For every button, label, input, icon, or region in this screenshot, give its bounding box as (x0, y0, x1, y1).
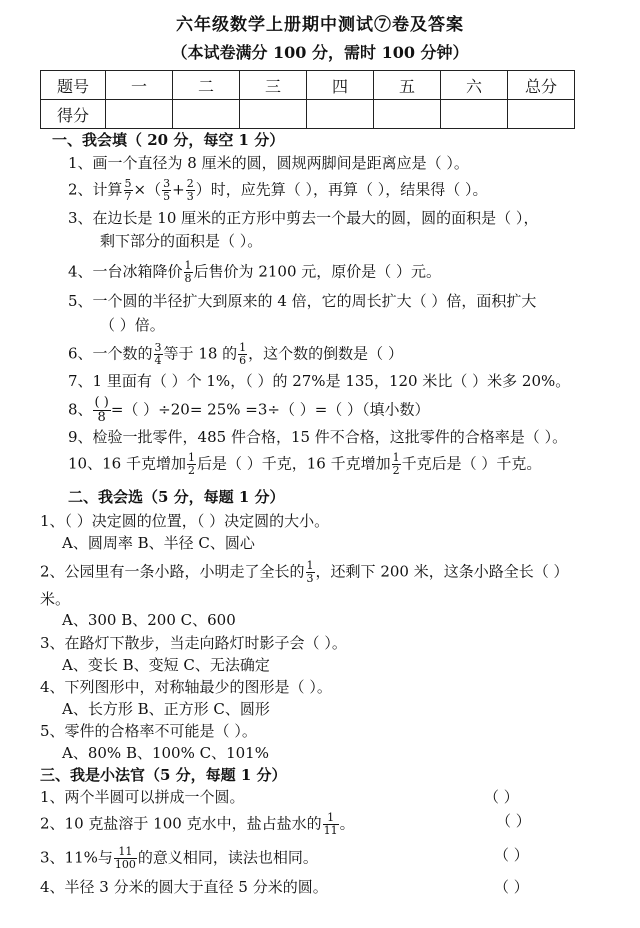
fraction-numerator: 1 (187, 451, 195, 464)
question-text: ）时，应先算（ ），再算（ ），结果得（ ）。 (195, 180, 488, 199)
fraction-denominator: 2 (392, 464, 400, 477)
fraction-numerator: 1 (184, 259, 192, 272)
score-table (40, 70, 575, 129)
score-header-cell: 三 (240, 71, 307, 100)
answer-blank[interactable]: （ ） (494, 878, 529, 896)
score-header-cell: 总分 (508, 71, 575, 100)
question-text: 7、1 里面有（ ）个 1%，（ ）的 27%是 135，120 米比（ ）米多 20%。 (68, 372, 571, 390)
question-text: 3、11%与 (40, 848, 113, 867)
question-text: 。 (339, 814, 355, 833)
fraction-numerator: 1 (239, 341, 247, 354)
fraction (323, 812, 339, 837)
fraction (93, 396, 111, 425)
question-text: 5、一个圆的半径扩大到原来的 4 倍，它的周长扩大（ ）倍，面积扩大 (68, 292, 537, 310)
question-text: 千克后是（ ）千克。 (401, 454, 542, 473)
question-text: 5、零件的合格率不可能是（ ）。 (40, 722, 257, 740)
fraction-numerator: 1 (306, 559, 314, 572)
question-text: 后是（ ）千克，16 千克增加 (196, 454, 391, 473)
answer-blank[interactable]: （ ） (496, 812, 531, 830)
question-text (40, 846, 318, 871)
answer-options: A、变长 B、变短 C、无法确定 (62, 656, 270, 674)
fraction (392, 452, 401, 477)
score-cell[interactable] (441, 100, 508, 129)
fraction (124, 178, 133, 203)
question-text: 1、（ ）决定圆的位置，（ ）决定圆的大小。 (40, 512, 330, 530)
question-text (68, 452, 541, 477)
question-text (68, 396, 430, 425)
question-text: ×（ (133, 180, 162, 199)
question-text: ，这个数的倒数是（ ） (248, 344, 403, 363)
fraction (114, 846, 137, 871)
fraction (162, 178, 171, 203)
question-text (40, 560, 568, 585)
fraction-numerator: ( ) (94, 395, 109, 410)
question-text: 10、16 千克增加 (68, 454, 186, 473)
question-text: 剩下部分的面积是（ ）。 (100, 232, 263, 250)
fraction-numerator: 3 (163, 177, 171, 190)
fraction-denominator: 7 (124, 190, 132, 203)
score-cell[interactable] (106, 100, 173, 129)
fraction-numerator: 1 (392, 451, 400, 464)
fraction-numerator: 3 (154, 341, 162, 354)
question-text (68, 260, 441, 285)
question-text: 2、计算 (68, 180, 123, 199)
answer-options: A、80% B、100% C、101% (62, 744, 269, 762)
fraction-numerator: 5 (124, 177, 132, 190)
score-cell[interactable] (307, 100, 374, 129)
answer-options: A、圆周率 B、半径 C、圆心 (62, 534, 255, 552)
fraction (154, 342, 163, 367)
question-text: 4、半径 3 分米的圆大于直径 5 分米的圆。 (40, 878, 328, 896)
score-header-cell: 二 (173, 71, 240, 100)
answer-blank[interactable]: （ ） (494, 846, 529, 864)
question-text: 9、检验一批零件，485 件合格，15 件不合格，这批零件的合格率是（ ）。 (68, 428, 568, 446)
page-title: 六年级数学上册期中测试⑦卷及答案 (176, 15, 464, 35)
fraction (306, 560, 315, 585)
question-text: ，还剩下 200 米，这条小路全长（ ） (315, 562, 569, 581)
score-table-header-row (41, 71, 575, 100)
fraction (187, 452, 196, 477)
fraction-denominator: 2 (187, 464, 195, 477)
question-text: 4、下列图形中，对称轴最少的图形是（ ）。 (40, 678, 332, 696)
question-text: 8、 (68, 400, 93, 419)
section-heading: 三、我是小法官（5 分，每题 1 分） (40, 766, 287, 784)
question-text: 2、公园里有一条小路，小明走了全长的 (40, 562, 305, 581)
question-text: 1、两个半圆可以拼成一个圆。 (40, 788, 245, 806)
fraction-numerator: 2 (186, 177, 194, 190)
fraction-denominator: 100 (114, 858, 136, 871)
question-text: 4、一台冰箱降价 (68, 262, 183, 281)
fraction-denominator: 5 (163, 190, 171, 203)
fraction-numerator: 1 (323, 812, 339, 825)
answer-blank[interactable]: （ ） (484, 788, 519, 806)
question-text (68, 178, 488, 203)
fraction (184, 260, 193, 285)
fraction-denominator: 8 (184, 272, 192, 285)
fraction-denominator: 3 (186, 190, 194, 203)
question-text: 6、一个数的 (68, 344, 153, 363)
fraction (238, 342, 247, 367)
question-text: （ ）倍。 (100, 316, 165, 334)
answer-options: A、长方形 B、正方形 C、圆形 (62, 700, 270, 718)
question-text: 的意义相同，读法也相同。 (137, 848, 318, 867)
fraction-numerator: 11 (114, 846, 137, 859)
score-header-cell: 一 (106, 71, 173, 100)
question-text: 1、画一个直径为 8 厘米的圆，圆规两脚间是距离应是（ ）。 (68, 154, 469, 172)
fraction-denominator: 3 (306, 572, 314, 585)
section-heading: 一、我会填（ 20 分，每空 1 分） (52, 131, 285, 149)
fraction-denominator: 4 (154, 354, 162, 367)
question-text (68, 342, 403, 367)
fraction-denominator: 11 (323, 824, 338, 837)
question-text: =（ ）÷20= 25% =3÷（ ）=（ ）（填小数） (110, 400, 430, 419)
score-table-score-row (41, 100, 575, 129)
page-subtitle: （本试卷满分 100 分，需时 100 分钟） (171, 43, 469, 62)
score-header-cell: 五 (374, 71, 441, 100)
score-row-label: 得分 (41, 100, 106, 129)
question-text: + (172, 180, 185, 199)
question-text: 米。 (40, 590, 71, 608)
score-cell[interactable] (240, 100, 307, 129)
fraction-denominator: 8 (97, 410, 106, 425)
score-header-cell: 六 (441, 71, 508, 100)
score-cell[interactable] (374, 100, 441, 129)
score-cell[interactable] (508, 100, 575, 129)
fraction (186, 178, 195, 203)
answer-options: A、300 B、200 C、600 (62, 611, 236, 629)
fraction-denominator: 6 (239, 354, 247, 367)
question-text: 后售价为 2100 元，原价是（ ）元。 (193, 262, 442, 281)
score-header-cell: 四 (307, 71, 374, 100)
score-cell[interactable] (173, 100, 240, 129)
score-header-cell: 题号 (41, 71, 106, 100)
question-text: 3、在路灯下散步，当走向路灯时影子会（ ）。 (40, 634, 347, 652)
question-text: 2、10 克盐溶于 100 克水中，盐占盐水的 (40, 814, 322, 833)
question-text: 3、在边长是 10 厘米的正方形中剪去一个最大的圆，圆的面积是（ ）， (68, 209, 539, 227)
question-text: 等于 18 的 (163, 344, 238, 363)
section-heading: 二、我会选（5 分，每题 1 分） (68, 488, 285, 506)
question-text (40, 812, 355, 837)
